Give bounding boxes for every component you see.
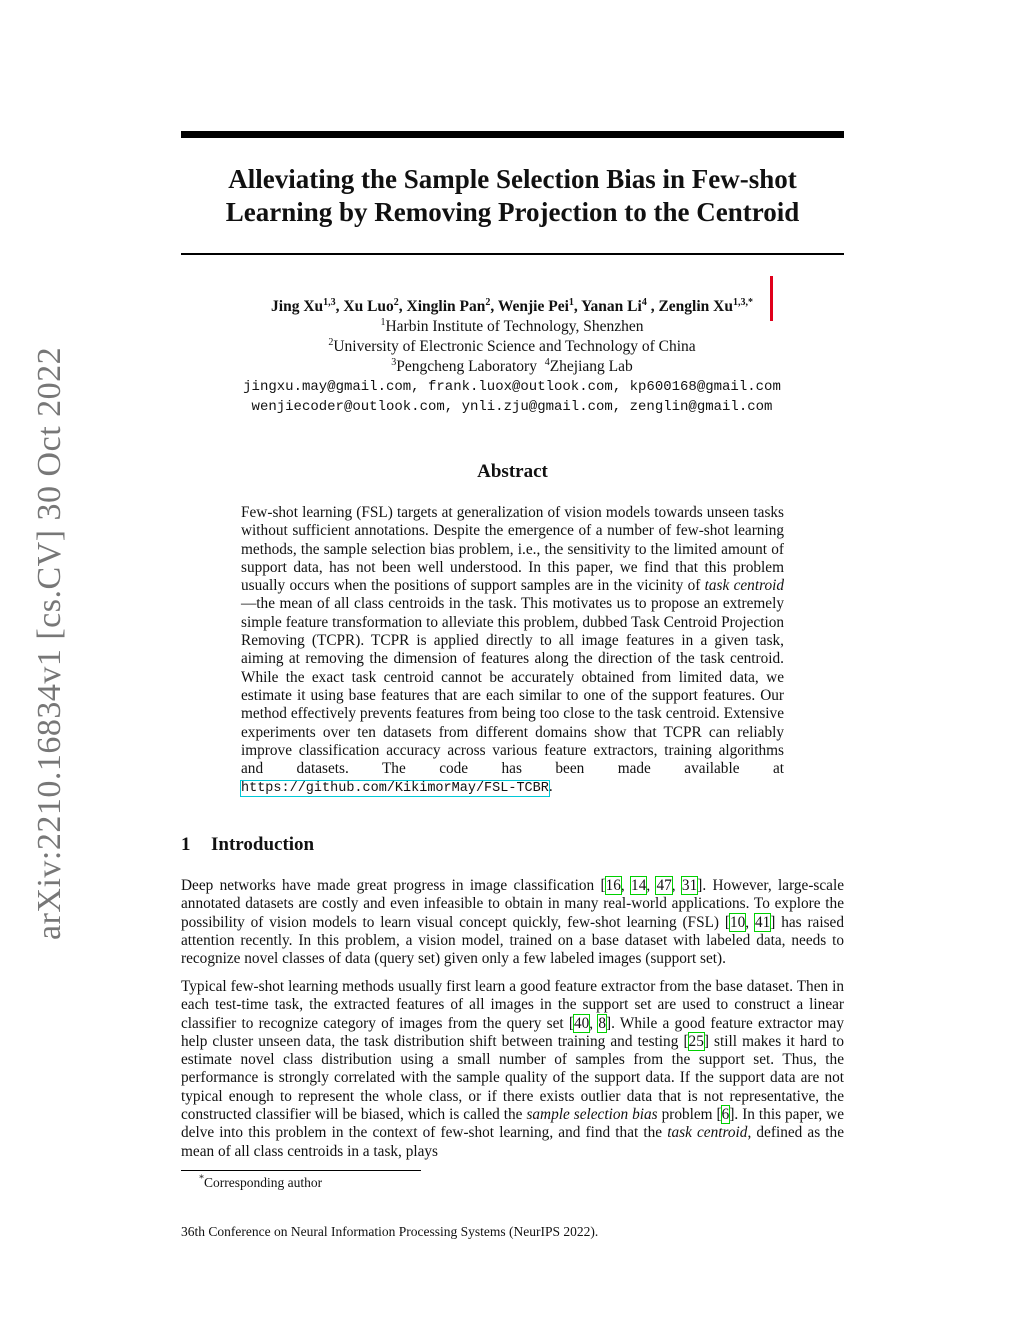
author-name: Jing Xu — [271, 298, 324, 315]
citation-link[interactable]: 8 — [598, 1014, 607, 1032]
intro-paragraph-1: Deep networks have made great progress in image classification [16, 14, 47, 31]. However, large-scale annotated datasets are costly and even infeasible to obtain in many real-world applications. To explore the possibility of vision models to learn visual concept quickly, few-shot learning (FSL) [10, 41] has raised attention recently. In this problem, a vision model, trained on a base dataset with labeled data, needs to recognize novel classes of data (query set) given only a few labeled images (support set). — [181, 877, 844, 968]
italic-term: sample selection bias — [526, 1106, 658, 1124]
italic-term: task centroid — [667, 1124, 748, 1142]
author-affiliation: 1,3 — [323, 296, 336, 308]
author-name: Xinglin Pan — [406, 298, 486, 315]
citation-link[interactable]: 16 — [605, 877, 621, 894]
affiliation-1: $^1$Harbin Institute of Technology, Shenzhen — [380, 316, 644, 335]
author-name: Xu Luo — [343, 298, 394, 315]
title-line-1: Alleviating the Sample Selection Bias in Few-shot — [228, 164, 797, 194]
paper-title — [181, 163, 844, 229]
footnote-rule — [181, 1170, 421, 1171]
code-url-link[interactable]: https://github.com/KikimorMay/FSL-TCBR — [241, 781, 549, 797]
citation-link[interactable]: 41 — [754, 913, 771, 931]
author-affiliation: 2 — [393, 296, 399, 308]
citation-link[interactable]: 47 — [656, 877, 672, 894]
citation-link[interactable]: 25 — [688, 1032, 704, 1050]
email-line-1: jingxu.may@gmail.com, frank.luox@outlook.com, kp600168@gmail.com — [243, 379, 781, 395]
author-list: Jing Xu$^{1,3}$, Xu Luo$^2$, Xinglin Pan$^2$, Wenjie Pei$^1$, Yanan Li$^4$ , Zenglin $Xu^{1,3,*}$ — [271, 296, 753, 315]
title-line-2: Learning by Removing Projection to the Centroid — [225, 197, 800, 227]
title-bottom-rule — [181, 253, 844, 255]
footnote: *Corresponding author — [199, 1173, 323, 1190]
footnote-mark: * — [199, 1173, 204, 1185]
conference-note: 36th Conference on Neural Information Processing Systems (NeurIPS 2022). — [181, 1224, 599, 1239]
abstract-heading: Abstract — [477, 461, 548, 482]
citation-link[interactable]: 10 — [729, 913, 746, 931]
section-title: Introduction — [211, 834, 315, 855]
affiliation-2: $^2$University of Electronic Science and Technology of China — [328, 336, 696, 355]
citation-link[interactable]: 40 — [574, 1014, 590, 1032]
arxiv-identifier: arXiv:2210.16834v1 [cs.CV] 30 Oct 2022 — [31, 346, 68, 940]
intro-paragraph-2: Typical few-shot learning methods usually first learn a good feature extractor from the base dataset. Then in each test-time task, the extracted features of all images in the support set are used to construct a linear classifier to recognize category of images from the query set [40, 8]. While a good feature extractor may help cluster unseen data, the task distribution shift between training and testing [25] still makes it hard to estimate novel class distribution using a small number of samples from the support set. Thus, the performance is strongly correlated with the sample quality of the support data. If the support data are not typical enough to represent the whole class, or if there exists outlier data that is not representative, the constructed classifier will be biased, which is called the sample selection bias problem [6]. In this paper, we delve into this problem in the context of few-shot learning, and find that the task centroid, defined as the mean of all class centroids in a task, plays — [181, 978, 844, 1160]
citation-link[interactable]: 6 — [721, 1106, 730, 1124]
title-top-rule — [181, 131, 844, 138]
affiliation-3-4: $^3$Pengcheng Laboratory $^4$Zhejiang Lab — [391, 356, 633, 375]
author-name: Wenjie Pei — [497, 298, 569, 315]
email-line-2: wenjiecoder@outlook.com, ynli.zju@gmail.com, zenglin@gmail.com — [251, 399, 773, 415]
author-name: Yanan Li — [581, 298, 642, 315]
citation-link[interactable]: 31 — [681, 877, 698, 894]
author-affiliation: 1,3,* — [732, 296, 753, 308]
author-affiliation: 2 — [485, 296, 491, 308]
citation-link[interactable]: 14 — [631, 877, 647, 894]
section-number: 1 — [181, 834, 191, 855]
author-affiliation: 1 — [568, 296, 574, 308]
section-heading-introduction — [181, 834, 314, 856]
author-block — [130, 297, 894, 417]
author-name: Zenglin Xu — [658, 298, 733, 315]
author-affiliation: 4 — [641, 296, 647, 308]
abstract-body: Few-shot learning (FSL) targets at generalization of vision models towards unseen tasks without sufficient annotations. Despite the emergence of a number of few-shot learning methods, the sample selection bias problem, i.e., the sensitivity to the limited amount of support data, has not been well understood. In this paper, we find that this problem usually occurs when the positions of support samples are in the vicinity of task centroid—the mean of all class centroids in the task. This motivates us to propose an extremely simple feature transformation to alleviate this problem, dubbed Task Centroid Projection Removing (TCPR). TCPR is applied directly to all image features in a given task, aiming at removing the dimension of features along the direction of the task centroid. While the exact task centroid cannot be accurately obtained from limited data, we estimate it using base features that are each similar to one of the support features. Our method effectively prevents features from being too close to the task centroid. Extensive experiments over ten datasets from different domains show that TCPR can reliably improve classification accuracy across various feature extractors, training algorithms and datasets. The code has been made available at https://github.com/KikimorMay/FSL-TCBR. — [241, 504, 784, 797]
italic-term: task centroid — [704, 577, 784, 595]
